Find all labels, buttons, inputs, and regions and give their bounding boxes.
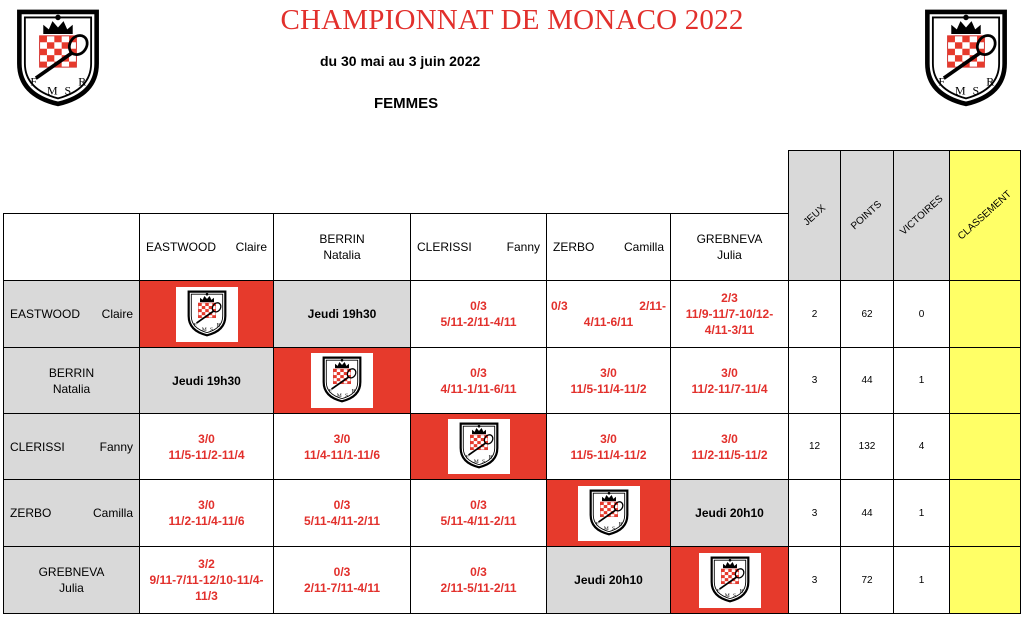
row-header-player xyxy=(3,347,140,414)
fmsr-crest-icon xyxy=(448,419,510,474)
row-header-player xyxy=(3,280,140,348)
svg-text:F: F xyxy=(328,388,333,395)
scheduled-match-cell xyxy=(139,347,274,414)
match-score: 3/0 xyxy=(333,431,351,446)
stat-classement xyxy=(949,347,1021,414)
stat-points xyxy=(840,280,894,348)
stat-value: 3 xyxy=(811,574,818,586)
stats-header-label: POINTS xyxy=(849,198,885,233)
player-first-name: Fanny xyxy=(99,439,133,454)
stat-value: 2 xyxy=(811,308,818,320)
match-score: 0/3 xyxy=(470,365,487,380)
stat-jeux xyxy=(788,479,841,547)
svg-text:M: M xyxy=(954,83,966,98)
self-match-cell xyxy=(273,347,411,414)
stat-jeux xyxy=(788,280,841,348)
match-score: 0/3 xyxy=(551,299,568,313)
match-games: 5/11-4/11-2/11 xyxy=(303,514,381,528)
corner-cell xyxy=(3,213,140,281)
fmsr-crest-icon xyxy=(12,5,104,114)
match-result-cell xyxy=(410,347,547,414)
player-name xyxy=(547,240,670,254)
column-header-player xyxy=(670,213,789,281)
match-result xyxy=(304,497,380,529)
stat-value: 44 xyxy=(861,375,873,386)
match-games: 11/2-11/4-11/6 xyxy=(168,514,245,528)
stat-jeux xyxy=(788,546,841,614)
match-result xyxy=(440,365,516,397)
match-result-cell xyxy=(410,546,547,614)
match-result-cell xyxy=(273,479,411,547)
stat-points xyxy=(840,546,894,614)
match-result-cell xyxy=(546,413,671,480)
svg-text:R: R xyxy=(351,388,356,395)
match-schedule: Jeudi 20h10 xyxy=(695,506,764,520)
match-result xyxy=(570,365,646,397)
match-result xyxy=(304,564,380,596)
player-last-name: EASTWOOD xyxy=(146,240,217,254)
player-name xyxy=(319,231,364,263)
stats-header-jeux xyxy=(788,150,841,281)
stat-victoires xyxy=(893,546,950,614)
row-header-player xyxy=(3,413,140,480)
match-games: 5/11-2/11-4/11 xyxy=(440,315,517,329)
stat-value: 72 xyxy=(861,574,873,586)
match-result-cell xyxy=(410,280,547,348)
match-result-cell xyxy=(273,413,411,480)
match-games: 4/11-6/11 xyxy=(583,315,634,329)
match-score: 0/3 xyxy=(333,498,351,512)
match-result-cell xyxy=(273,546,411,614)
svg-text:S: S xyxy=(972,83,980,98)
svg-text:M: M xyxy=(46,83,58,98)
svg-text:S: S xyxy=(64,83,72,98)
fmsr-crest-icon xyxy=(578,486,640,541)
match-score-row xyxy=(547,298,670,314)
svg-text:M: M xyxy=(473,458,479,465)
match-result xyxy=(440,298,516,330)
svg-text:F: F xyxy=(30,74,38,89)
player-last-name: GREBNEVA xyxy=(696,232,763,246)
page-title: CHAMPIONNAT DE MONACO 2022 xyxy=(280,4,744,36)
match-score: 3/0 xyxy=(721,365,738,380)
player-first-name: Julia xyxy=(717,248,742,262)
stat-value: 132 xyxy=(858,441,876,452)
match-result-cell xyxy=(139,479,274,547)
row-header-player xyxy=(3,479,140,547)
match-result xyxy=(440,564,516,596)
results-table xyxy=(3,150,1020,617)
player-name xyxy=(39,564,105,596)
svg-text:R: R xyxy=(488,454,492,461)
scheduled-match-cell xyxy=(273,280,411,348)
match-result xyxy=(168,431,244,463)
match-score: 0/3 xyxy=(333,565,351,579)
stat-classement xyxy=(949,546,1021,614)
player-last-name: CLERISSI xyxy=(10,439,65,454)
stats-header-victoires xyxy=(893,150,950,281)
match-score: 0/3 xyxy=(470,565,487,579)
player-name xyxy=(697,231,763,263)
fmsr-crest-icon xyxy=(311,353,373,408)
stat-points xyxy=(840,347,894,414)
column-header-player xyxy=(273,213,411,281)
match-games: 4/11-1/11-6/11 xyxy=(440,381,517,396)
match-games: 11/2-11/7-11/4 xyxy=(691,381,768,396)
player-name xyxy=(4,440,139,454)
stats-header-label: VICTOIRES xyxy=(897,193,946,238)
svg-text:F: F xyxy=(938,74,946,89)
player-name xyxy=(411,240,546,254)
match-result xyxy=(570,431,646,463)
match-games-cont: 11/3 xyxy=(195,589,218,603)
self-match-cell xyxy=(139,280,274,348)
player-first-name: Natalia xyxy=(323,248,361,262)
svg-text:S: S xyxy=(732,592,736,599)
stats-header-classement xyxy=(949,150,1021,281)
event-dates: du 30 mai au 3 juin 2022 xyxy=(320,53,481,69)
match-result-cell xyxy=(410,479,547,547)
fmsr-crest-icon xyxy=(699,553,761,608)
scheduled-match-cell xyxy=(670,479,789,547)
player-first-name: Camilla xyxy=(92,506,133,520)
match-games: 9/11-7/11-12/10-11/4- xyxy=(149,573,264,587)
player-name xyxy=(49,365,94,397)
player-first-name: Julia xyxy=(59,581,84,595)
match-result xyxy=(691,365,767,397)
stats-header-label: JEUX xyxy=(801,202,828,229)
player-last-name: CLERISSI xyxy=(417,240,472,254)
fmsr-crest-icon xyxy=(920,5,1012,114)
player-last-name: ZERBO xyxy=(553,240,595,254)
match-games-part: 2/11- xyxy=(639,299,666,313)
match-schedule: Jeudi 19h30 xyxy=(172,373,241,388)
self-match-cell xyxy=(670,546,789,614)
scheduled-match-cell xyxy=(546,546,671,614)
stat-value: 44 xyxy=(861,507,873,519)
match-games: 11/2-11/5-11/2 xyxy=(691,447,768,462)
match-result xyxy=(304,431,380,463)
stat-jeux xyxy=(788,413,841,480)
match-score: 3/0 xyxy=(721,431,738,446)
column-header-player xyxy=(410,213,547,281)
match-score: 2/3 xyxy=(721,291,738,305)
match-score: 3/2 xyxy=(198,557,215,571)
svg-text:M: M xyxy=(336,392,342,399)
svg-text:M: M xyxy=(201,326,207,333)
match-score: 0/3 xyxy=(470,498,487,512)
svg-text:R: R xyxy=(618,521,622,528)
stat-classement xyxy=(949,280,1021,348)
match-score: 3/0 xyxy=(600,431,617,446)
svg-text:R: R xyxy=(986,74,995,89)
stat-points xyxy=(840,479,894,547)
match-result xyxy=(440,497,516,529)
match-games: 11/9-11/7-10/12- xyxy=(685,307,774,321)
stat-victoires xyxy=(893,280,950,348)
row-header-player xyxy=(3,546,140,614)
match-result xyxy=(691,431,767,463)
stat-jeux xyxy=(788,347,841,414)
player-first-name: Fanny xyxy=(506,240,540,254)
player-first-name: Camilla xyxy=(623,240,664,254)
match-games: 2/11-7/11-4/11 xyxy=(303,581,381,595)
match-result xyxy=(168,497,244,529)
match-games: 11/5-11/4-11/2 xyxy=(570,381,647,396)
match-result-cell xyxy=(670,280,789,348)
player-last-name: ZERBO xyxy=(10,506,52,520)
svg-text:M: M xyxy=(603,525,609,532)
match-result-cell xyxy=(670,347,789,414)
player-name xyxy=(4,307,139,321)
svg-text:S: S xyxy=(611,525,615,532)
column-header-player xyxy=(546,213,671,281)
match-result-cell xyxy=(546,280,671,348)
match-score: 3/0 xyxy=(600,365,617,380)
player-last-name: BERRIN xyxy=(319,232,365,246)
stat-value: 3 xyxy=(811,507,818,519)
svg-text:F: F xyxy=(193,322,197,329)
match-result xyxy=(149,556,263,604)
match-games: 11/4-11/1-11/6 xyxy=(303,447,381,462)
stat-value: 62 xyxy=(861,308,873,320)
stat-value: 0 xyxy=(918,308,925,320)
stat-victoires xyxy=(893,347,950,414)
match-schedule: Jeudi 19h30 xyxy=(307,307,377,321)
svg-text:S: S xyxy=(345,392,349,399)
self-match-cell xyxy=(546,479,671,547)
match-games: 2/11-5/11-2/11 xyxy=(440,581,517,595)
stat-victoires xyxy=(893,413,950,480)
svg-text:S: S xyxy=(209,326,213,333)
fmsr-crest-icon xyxy=(176,287,238,342)
player-first-name: Natalia xyxy=(52,381,91,396)
match-result xyxy=(547,298,670,330)
match-result-cell xyxy=(139,413,274,480)
stat-value: 4 xyxy=(918,441,925,452)
match-games: 11/5-11/2-11/4 xyxy=(168,447,245,462)
svg-text:F: F xyxy=(465,454,469,461)
svg-text:F: F xyxy=(595,521,599,528)
player-name xyxy=(4,506,139,520)
player-first-name: Claire xyxy=(235,240,267,254)
match-schedule: Jeudi 20h10 xyxy=(574,573,643,587)
player-first-name: Claire xyxy=(101,307,133,321)
stat-points xyxy=(840,413,894,480)
svg-text:R: R xyxy=(739,588,743,595)
svg-text:M: M xyxy=(724,592,730,599)
stat-value: 12 xyxy=(808,441,821,452)
stat-classement xyxy=(949,479,1021,547)
player-name xyxy=(140,240,273,254)
stat-victoires xyxy=(893,479,950,547)
stats-header-label: CLASSEMENT xyxy=(956,188,1014,243)
stat-value: 1 xyxy=(918,375,925,386)
player-last-name: GREBNEVA xyxy=(38,565,105,579)
match-result-cell xyxy=(546,347,671,414)
player-last-name: BERRIN xyxy=(48,365,95,380)
svg-text:S: S xyxy=(481,458,485,465)
match-score: 3/0 xyxy=(198,431,215,446)
stat-value: 1 xyxy=(918,507,925,519)
match-result-cell xyxy=(670,413,789,480)
column-header-player xyxy=(139,213,274,281)
svg-text:F: F xyxy=(716,588,720,595)
match-games-cont: 4/11-3/11 xyxy=(704,323,755,337)
stat-classement xyxy=(949,413,1021,480)
category-label: FEMMES xyxy=(374,95,439,112)
self-match-cell xyxy=(410,413,547,480)
stats-header-points xyxy=(840,150,894,281)
match-result-cell xyxy=(139,546,274,614)
svg-text:R: R xyxy=(78,74,87,89)
match-score: 0/3 xyxy=(470,299,487,313)
stat-value: 1 xyxy=(918,574,925,586)
match-games: 11/5-11/4-11/2 xyxy=(570,447,647,462)
match-games: 5/11-4/11-2/11 xyxy=(440,514,517,528)
stat-value: 3 xyxy=(811,375,818,386)
match-score: 3/0 xyxy=(198,498,215,512)
match-result xyxy=(686,290,773,338)
svg-text:R: R xyxy=(216,322,220,329)
player-last-name: EASTWOOD xyxy=(10,307,81,321)
